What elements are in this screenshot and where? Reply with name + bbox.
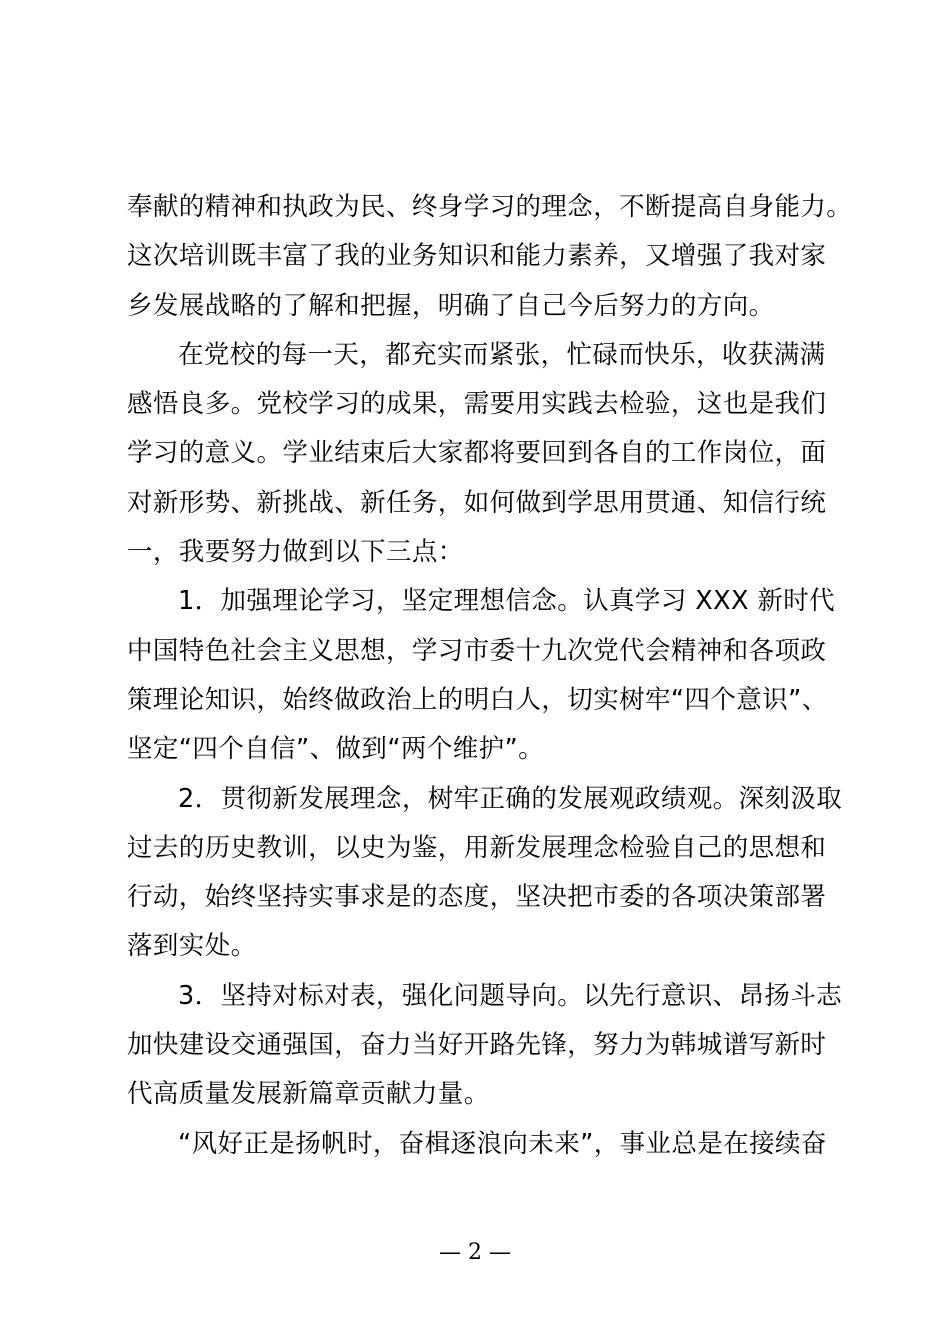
text-line: 坚定“四个自信”、做到“两个维护”。 — [127, 734, 545, 765]
text-line: 代高质量发展新篇章贡献力量。 — [127, 1079, 490, 1110]
text-line: 3．坚持对标对表，强化问题导向。以先行意识、昂扬斗志 — [178, 980, 843, 1011]
text-line: 乡发展战略的了解和把握，明确了自己今后努力的方向。 — [127, 290, 775, 321]
text-line: 一，我要努力做到以下三点： — [127, 537, 464, 568]
text-line: 行动，始终坚持实事求是的态度，坚决把市委的各项决策部署 — [127, 882, 827, 913]
text-line: 奉献的精神和执政为民、终身学习的理念，不断提高自身能力。 — [127, 192, 853, 222]
text-line: 感悟良多。党校学习的成果，需要用实践去检验，这也是我们 — [127, 389, 827, 420]
text-line: 学习的意义。学业结束后大家都将要回到各自的工作岗位，面 — [127, 438, 827, 469]
page-number: — 2 — — [439, 1240, 511, 1265]
text-line: 策理论知识，始终做政治上的明白人，切实树牢“四个意识”、 — [127, 684, 828, 715]
text-line: 过去的历史教训，以史为鉴，用新发展理念检验自己的思想和 — [127, 832, 827, 863]
text-line: “风好正是扬帆时，奋楫逐浪向未来”，事业总是在接续奋 — [178, 1128, 827, 1159]
text-line: 在党校的每一天，都充实而紧张，忙碌而快乐，收获满满 — [178, 339, 826, 370]
text-line: 加快建设交通强国，奋力当好开路先锋，努力为韩城谱写新时 — [127, 1030, 827, 1061]
text-line: 落到实处。 — [127, 931, 257, 962]
text-line: 中国特色社会主义思想，学习市委十九次党代会精神和各项政 — [127, 635, 827, 666]
text-line: 1．加强理论学习，坚定理想信念。认真学习 XXX 新时代 — [178, 586, 836, 617]
text-line: 对新形势、新挑战、新任务，如何做到学思用贯通、知信行统 — [127, 487, 827, 518]
text-line: 这次培训既丰富了我的业务知识和能力素养，又增强了我对家 — [127, 241, 827, 272]
document-body — [127, 183, 853, 1169]
text-line: 2．贯彻新发展理念，树牢正确的发展观政绩观。深刻汲取 — [178, 783, 843, 814]
